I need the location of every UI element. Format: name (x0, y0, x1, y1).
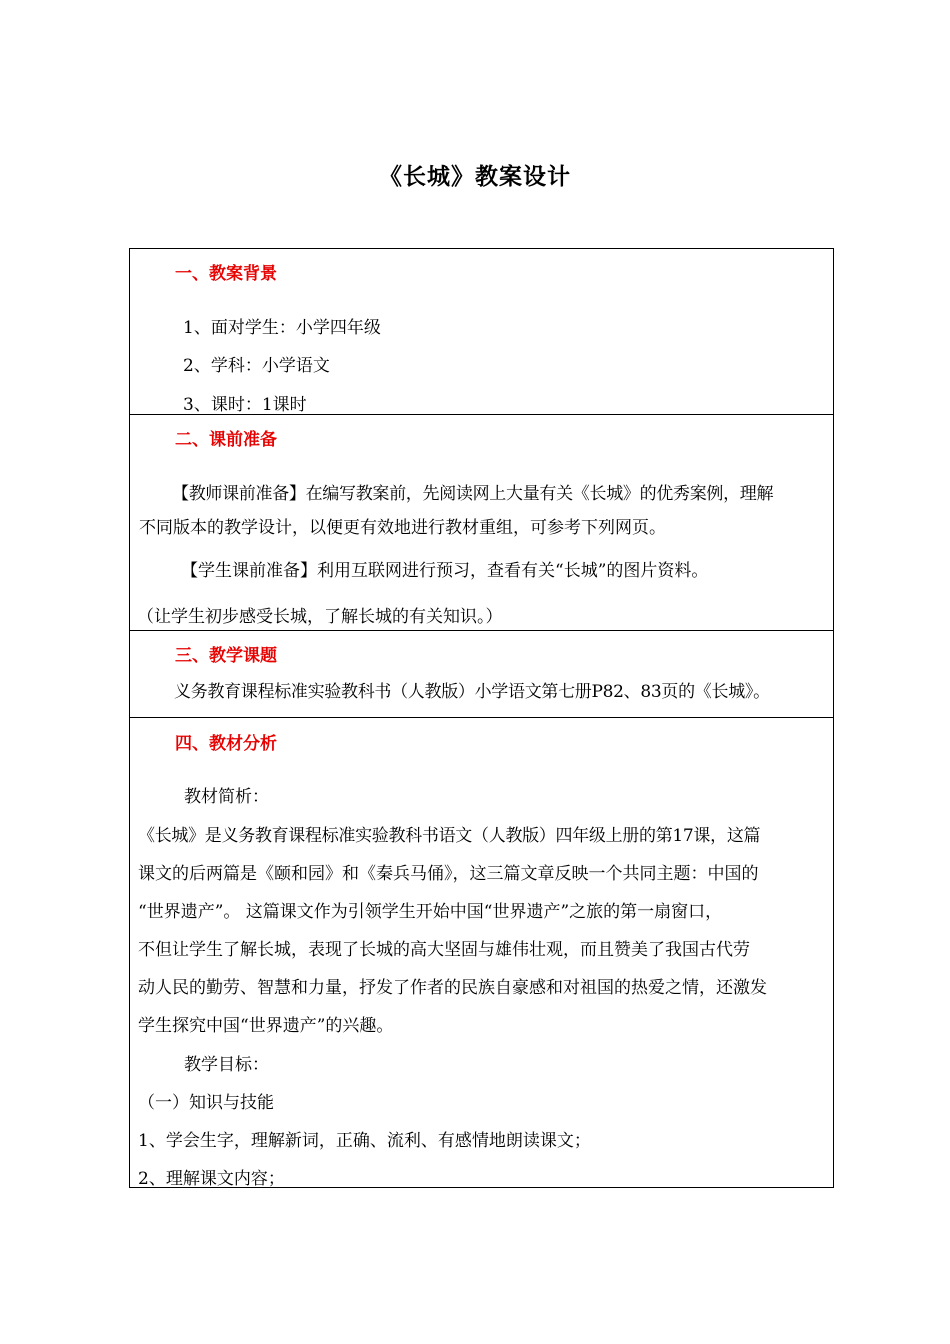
list-item: 3、课时：1课时 (183, 395, 307, 415)
paragraph-line: （让学生初步感受长城，了解长城的有关知识。） (137, 607, 503, 627)
list-item: 2、学科：小学语文 (183, 356, 330, 376)
section-heading-background: 一、教案背景 (175, 264, 277, 284)
paragraph-line: 义务教育课程标准实验教科书（人教版）小学语文第七册P82、83页的《长城》。 (174, 682, 770, 702)
row-divider (129, 717, 834, 718)
paragraph-line: 不但让学生了解长城，表现了长城的高大坚固与雄伟壮观，而且赞美了我国古代劳 (138, 940, 750, 960)
paragraph-line: 1、学会生字，理解新词，正确、流利、有感情地朗读课文； (138, 1131, 591, 1151)
paragraph-line: 不同版本的教学设计，以便更有效地进行教材重组，可参考下列网页。 (139, 518, 666, 538)
paragraph-line: 《长城》是义务教育课程标准实验教科书语文（人教版）四年级上册的第17课，这篇 (138, 826, 761, 846)
section-heading-topic: 三、教学课题 (175, 646, 277, 666)
paragraph-line: 教材简析： (184, 787, 269, 807)
section-heading-analysis: 四、教材分析 (175, 734, 277, 754)
paragraph-line: “世界遗产”。 这篇课文作为引领学生开始中国“世界遗产”之旅的第一扇窗口， (138, 902, 723, 922)
row-divider (129, 630, 834, 631)
paragraph-line: 【教师课前准备】在编写教案前，先阅读网上大量有关《长城》的优秀案例，理解 (172, 484, 774, 504)
paragraph-line: 课文的后两篇是《颐和园》和《秦兵马俑》，这三篇文章反映一个共同主题：中国的 (138, 864, 759, 884)
paragraph-line: 【学生课前准备】利用互联网进行预习，查看有关“长城”的图片资料。 (181, 561, 709, 581)
paragraph-line: 动人民的勤劳、智慧和力量，抒发了作者的民族自豪感和对祖国的热爱之情，还激发 (138, 978, 767, 998)
lesson-plan-table (129, 248, 834, 1188)
paragraph-line: 学生探究中国“世界遗产”的兴趣。 (138, 1016, 394, 1036)
paragraph-line: 教学目标： (184, 1055, 269, 1075)
document-title: 《长城》教案设计 (379, 164, 571, 190)
section-heading-preparation: 二、课前准备 (175, 430, 277, 450)
paragraph-line: （一）知识与技能 (138, 1093, 274, 1113)
list-item: 1、面对学生：小学四年级 (183, 318, 381, 338)
paragraph-line: 2、理解课文内容； (138, 1169, 285, 1189)
